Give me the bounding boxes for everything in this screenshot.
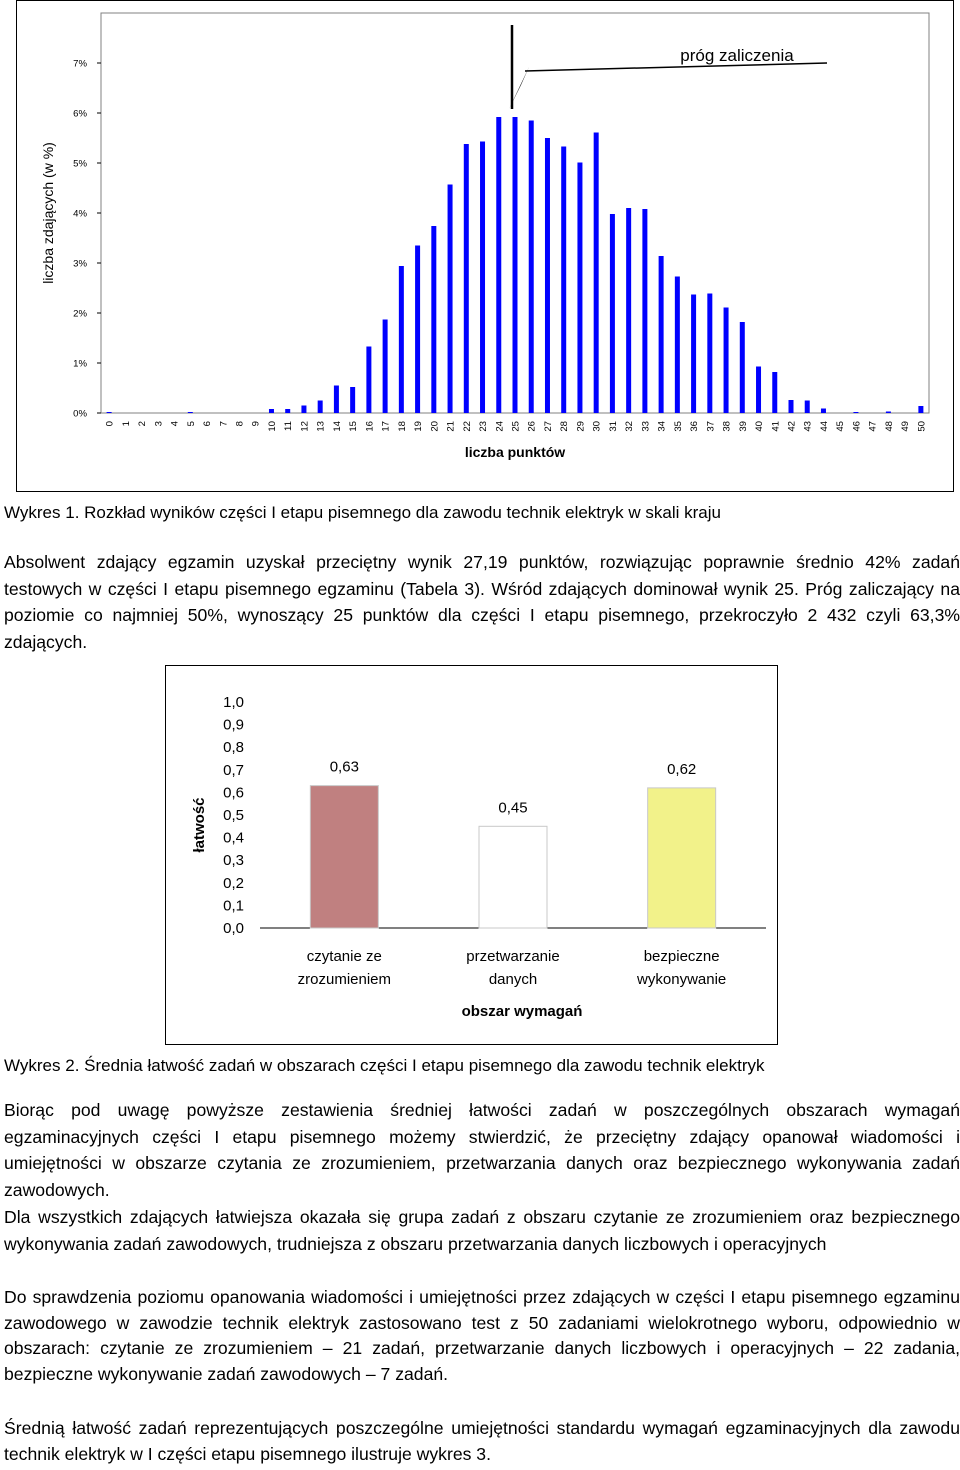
x-tick-label: 25	[510, 421, 522, 432]
y-tick-label: 0%	[73, 408, 87, 420]
x-tick-label: 2	[137, 421, 149, 427]
x-tick-label: 40	[754, 421, 766, 432]
x-tick-label: 46	[851, 421, 863, 432]
x-tick-label: 19	[413, 421, 425, 432]
data-label: 0,62	[667, 760, 697, 778]
x-tick-label: 14	[331, 421, 343, 432]
bar	[724, 308, 729, 414]
bar	[399, 266, 404, 413]
x-tick-label: 10	[266, 421, 278, 432]
bar	[918, 406, 923, 413]
bar	[886, 412, 891, 414]
bar	[479, 826, 547, 928]
x-tick-label: 29	[575, 421, 587, 432]
y-tick-label: 0,9	[223, 716, 244, 734]
y-tick-label: 7%	[73, 58, 87, 70]
x-tick-label: 43	[802, 421, 814, 432]
bar	[821, 409, 826, 414]
bar	[545, 138, 550, 413]
x-tick-label: 5	[185, 421, 197, 427]
bar	[594, 133, 599, 414]
x-tick-label: 34	[656, 421, 668, 432]
x-tick-label: 3	[153, 421, 165, 427]
y-tick-label: 0,4	[223, 829, 244, 847]
y-tick-label: 0,5	[223, 807, 244, 824]
bar	[789, 400, 794, 413]
chart1-caption: Wykres 1. Rozkład wyników części I etapu pisemnego dla zawodu technik elektryk w skali kraju	[4, 503, 721, 522]
bar	[675, 277, 680, 414]
x-axis-title: obszar wymagań	[461, 1003, 583, 1020]
x-tick-label: 8	[234, 421, 246, 427]
bar	[610, 214, 615, 413]
paragraph-conclusions: Biorąc pod uwagę powyższe zestawienia średniej łatwości zadań w poszczególnych obszarach wymagań egzaminacyjnych części I etapu pisemnego możemy stwierdzić, że przeciętny zdający opanował wiadomości i umiejętności w obszarze czytania ze zrozumieniem, przetwarzania danych oraz bezpiecznego wykonywania zadań zawodowych.	[4, 1100, 960, 1200]
x-tick-label: 22	[461, 421, 473, 432]
bar	[740, 322, 745, 413]
x-tick-label: bezpieczne	[643, 948, 720, 965]
data-label: 0,45	[498, 799, 528, 817]
chart-score-distribution	[16, 0, 954, 492]
y-axis-title: łatwość	[191, 797, 208, 853]
x-tick-label: 24	[494, 421, 506, 432]
bar	[301, 406, 306, 414]
data-label: 0,63	[329, 758, 359, 776]
bar	[415, 246, 420, 414]
x-tick-label: 31	[607, 421, 619, 432]
bar	[648, 788, 716, 928]
bar	[707, 294, 712, 414]
y-tick-label: 4%	[73, 208, 87, 220]
bar	[577, 163, 582, 414]
paragraph-area-comparison: Dla wszystkich zdających łatwiejsza okazała się grupa zadań z obszaru czytanie ze zrozumieniem oraz bezpiecznego wykonywania zadań zawodowych, trudniejsza z obszaru przetwarzania danych liczbowych i operacyjnych	[4, 1207, 960, 1254]
bar	[561, 147, 566, 414]
x-tick-label: 11	[283, 421, 295, 431]
y-tick-label: 3%	[73, 258, 87, 270]
bar	[188, 412, 193, 413]
x-tick-label: 49	[900, 421, 912, 432]
x-tick-label: 23	[478, 421, 490, 432]
x-tick-label: 0	[104, 421, 116, 427]
chart-score-distribution-svg	[17, 1, 955, 493]
x-tick-label: 27	[542, 421, 554, 432]
bar	[318, 401, 323, 414]
x-tick-label: 17	[380, 421, 392, 432]
bar	[626, 208, 631, 413]
x-tick-label: 13	[315, 421, 327, 432]
x-tick-label: 38	[721, 421, 733, 432]
y-tick-label: 0,6	[223, 784, 244, 802]
bar	[310, 786, 378, 928]
chart-easiness-by-area	[165, 665, 778, 1045]
x-tick-label: 12	[299, 421, 311, 432]
x-tick-label: 45	[835, 421, 847, 432]
bar	[448, 185, 453, 414]
x-tick-label: 32	[624, 421, 636, 432]
x-tick-label: 30	[591, 421, 603, 432]
x-tick-label: 41	[770, 421, 782, 432]
chart2-caption: Wykres 2. Średnia łatwość zadań w obszarach części I etapu pisemnego dla zawodu technik elektryk	[4, 1056, 765, 1075]
bar	[756, 367, 761, 414]
y-tick-label: 2%	[73, 308, 87, 320]
y-tick-label: 0,3	[223, 852, 244, 870]
bar	[285, 409, 290, 413]
x-tick-label: przetwarzanie	[466, 948, 560, 965]
y-tick-label: 0,1	[223, 897, 244, 915]
x-tick-label: danych	[488, 971, 538, 988]
x-tick-label: czytanie ze	[306, 948, 382, 965]
y-tick-label: 6%	[73, 108, 87, 120]
bar	[805, 401, 810, 414]
x-tick-label: 6	[202, 421, 214, 427]
bar	[480, 142, 485, 414]
x-tick-label: 4	[169, 421, 181, 427]
bar	[366, 347, 371, 414]
x-tick-label: 20	[429, 421, 441, 432]
x-tick-label: 42	[786, 421, 798, 432]
y-tick-label: 1,0	[223, 694, 244, 711]
y-axis-title: liczba zdających (w %)	[40, 142, 56, 284]
bar	[691, 295, 696, 414]
x-tick-label: 18	[396, 421, 408, 432]
x-tick-label: 33	[640, 421, 652, 432]
x-tick-label: 47	[867, 421, 879, 432]
x-tick-label: 16	[364, 421, 376, 432]
bar	[334, 386, 339, 414]
bar	[269, 409, 274, 413]
x-tick-label: 15	[348, 421, 360, 432]
bar	[513, 117, 518, 413]
x-tick-label: zrozumieniem	[297, 971, 392, 988]
bar	[853, 412, 858, 413]
bar	[772, 372, 777, 413]
x-tick-label: 35	[672, 421, 684, 432]
y-tick-label: 0,0	[223, 920, 244, 937]
x-tick-label: 28	[559, 421, 571, 432]
x-tick-label: 36	[689, 421, 701, 432]
bar	[383, 320, 388, 414]
x-tick-label: wykonywanie	[637, 971, 727, 988]
x-tick-label: 21	[445, 421, 457, 432]
bar	[107, 412, 112, 413]
bar	[496, 117, 501, 413]
y-tick-label: 0,8	[223, 739, 244, 757]
y-tick-label: 1%	[73, 358, 87, 370]
bar	[464, 144, 469, 413]
x-tick-label: 48	[883, 421, 895, 432]
x-tick-label: 26	[526, 421, 538, 432]
x-tick-label: 7	[218, 421, 230, 427]
paragraph-average-score: Absolwent zdający egzamin uzyskał przeciętny wynik 27,19 punktów, rozwiązując poprawnie średnio 42% zadań testowych w części I etapu pisemnego egzaminu (Tabela 3). Wśród zdających dominował wynik 25. Próg zaliczający na poziomie co najmniej 50%, wynoszący 25 punktów dla części I etapu pisemnego, przekroczyło 2 432 czyli 63,3% zdających.	[4, 552, 960, 652]
threshold-annotation: próg zaliczenia	[680, 46, 794, 65]
chart-easiness-by-area-svg	[166, 666, 779, 1046]
y-tick-label: 5%	[73, 158, 87, 170]
x-tick-label: 37	[705, 421, 717, 432]
x-tick-label: 50	[916, 421, 928, 432]
bar	[659, 256, 664, 413]
x-tick-label: 39	[737, 421, 749, 432]
y-tick-label: 0,7	[223, 761, 244, 779]
x-tick-label: 9	[250, 421, 262, 427]
x-tick-label: 44	[818, 421, 830, 432]
paragraph-next-chart: Średnią łatwość zadań reprezentujących poszczególne umiejętności standardu wymagań egzaminacyjnych dla zawodu technik elektryk w I części etapu pisemnego ilustruje wykres 3.	[4, 1418, 960, 1464]
x-axis-title: liczba punktów	[464, 444, 566, 460]
x-tick-label: 1	[120, 421, 132, 427]
bar	[529, 121, 534, 414]
y-tick-label: 0,2	[223, 874, 244, 892]
paragraph-test-description: Do sprawdzenia poziomu opanowania wiadomości i umiejętności przez zdających w części I etapu pisemnego egzaminu zawodowego w zawodzie technik elektryk zastosowano test z 50 zadaniami wielokrotnego wyboru, odpowiednio w obszarach: czytanie ze zrozumieniem – 21 zadań, przetwarzanie danych liczbowych i operacyjnych – 22 zadania, bezpieczne wykonywanie zadań zawodowych – 7 zadań.	[4, 1287, 960, 1384]
bar	[350, 387, 355, 413]
bar	[431, 226, 436, 413]
bar	[642, 209, 647, 413]
